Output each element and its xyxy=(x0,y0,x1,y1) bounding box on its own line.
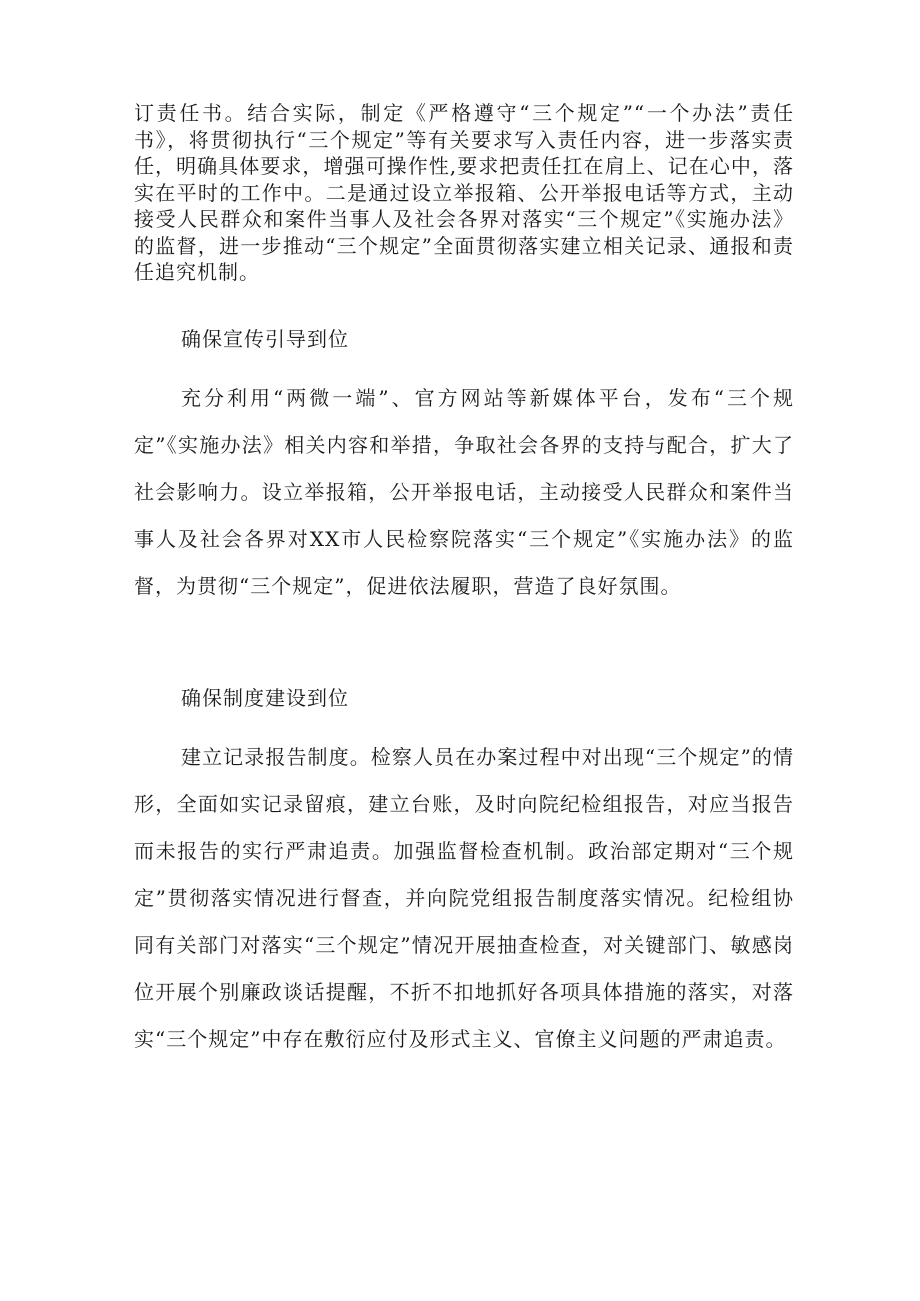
paragraph-publicity: 充分利用“两微一端”、官方网站等新媒体平台，发布“三个规定”《实施办法》相关内容和举措，争取社会各界的支持与配合，扩大了社会影响力。设立举报箱，公开举报电话，主动接受人民群众和案件当事人及社会各界对XX市人民检察院落实“三个规定”《实施办法》的监督，为贯彻“三个规定”，促进依法履职，营造了良好氛围。 xyxy=(134,386,794,598)
heading-system-building: 确保制度建设到位 xyxy=(181,686,349,710)
paragraph-system-building: 建立记录报告制度。检察人员在办案过程中对出现“三个规定”的情形，全面如实记录留痕，建立台账，及时向院纪检组报告，对应当报告而未报告的实行严肃追责。加强监督检查机制。政治部定期对“三个规定”贯彻落实情况进行督查，并向院党组报告制度落实情况。纪检组协同有关部门对落实“三个规定”情况开展抽查检查，对关键部门、敏感岗位开展个别廉政谈话提醒，不折不扣地抓好各项具体措施的落实，对落实“三个规定”中存在敷衍应付及形式主义、官僚主义问题的严肃追责。 xyxy=(134,745,794,1051)
heading-publicity: 确保宣传引导到位 xyxy=(181,327,349,351)
paragraph-responsibility: 订责任书。结合实际，制定《严格遵守“三个规定”“一个办法”责任书》，将贯彻执行“三个规定”等有关要求写入责任内容，进一步落实责任，明确具体要求，增强可操作性,要求把责任扛在肩上、记在心中，落实在平时的工作中。二是通过设立举报箱、公开举报电话等方式，主动接受人民群众和案件当事人及社会各界对落实“三个规定”《实施办法》的监督，进一步推动“三个规定”全面贯彻落实建立相关记录、通报和责任追究机制。 xyxy=(134,101,794,284)
